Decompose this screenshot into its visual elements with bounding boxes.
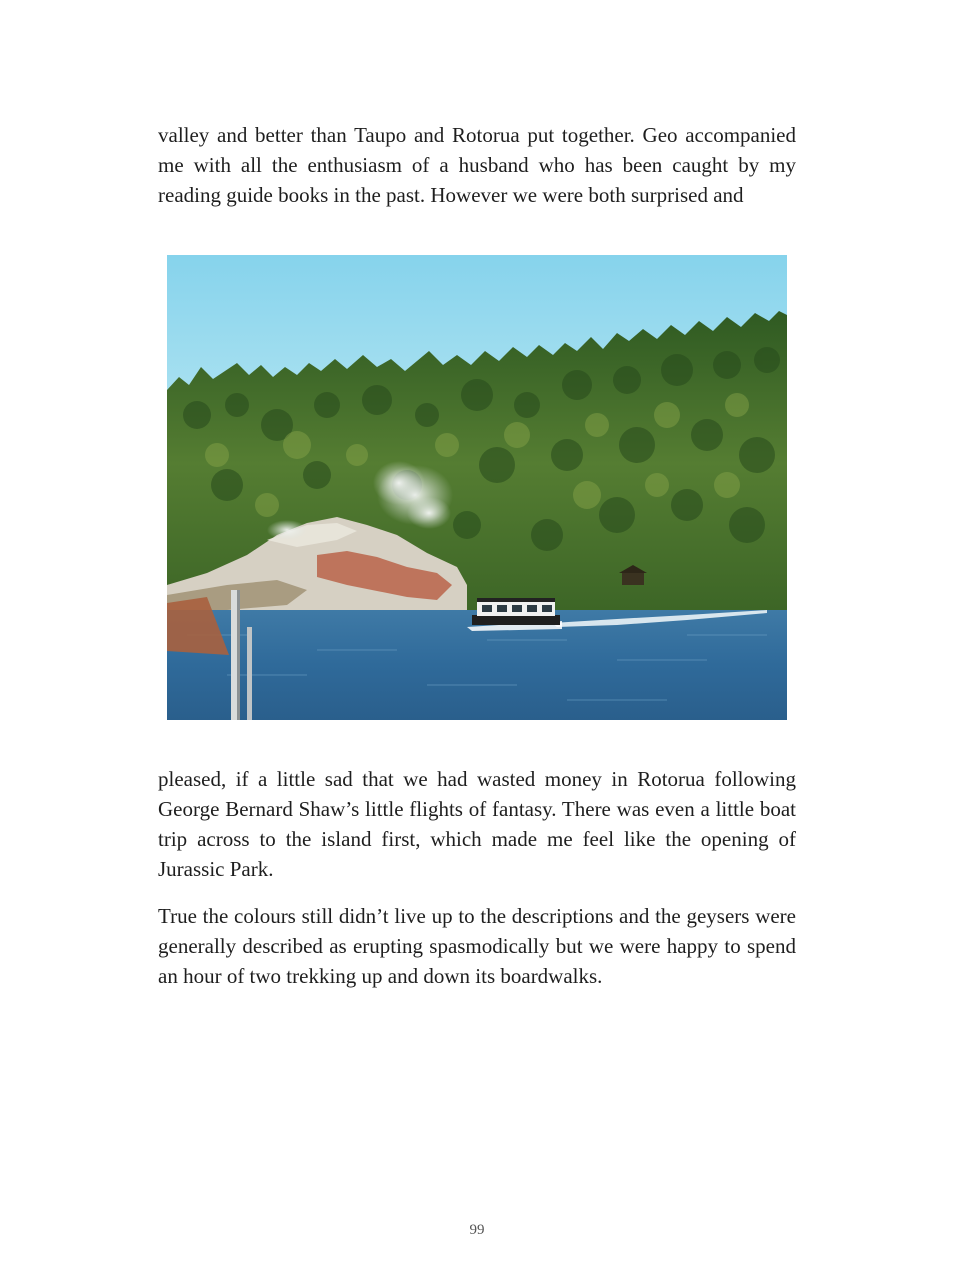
paragraph-3: True the colours still didn’t live up to the descriptions and the geysers were generally described as erupting spasmodically but we were happy to spend an hour of two trekking up and down its boardwalks. [158, 904, 796, 988]
paragraph-2: pleased, if a little sad that we had wasted money in Rotorua following George Bernard Shaw’s little flights of fantasy. There was even a little boat trip across to the island first, which made me feel like the opening of Jurassic Park. [158, 767, 796, 881]
hut [622, 573, 644, 585]
paragraph-1: valley and better than Taupo and Rotorua put together. Geo accompanied me with all the enthusiasm of a husband who has been caught by my reading guide books in the past. However we were both surprised and [158, 123, 796, 207]
ferry-boat [472, 598, 560, 625]
lake-photo [167, 255, 787, 720]
post [231, 590, 238, 720]
page-number: 99 [469, 1222, 485, 1238]
